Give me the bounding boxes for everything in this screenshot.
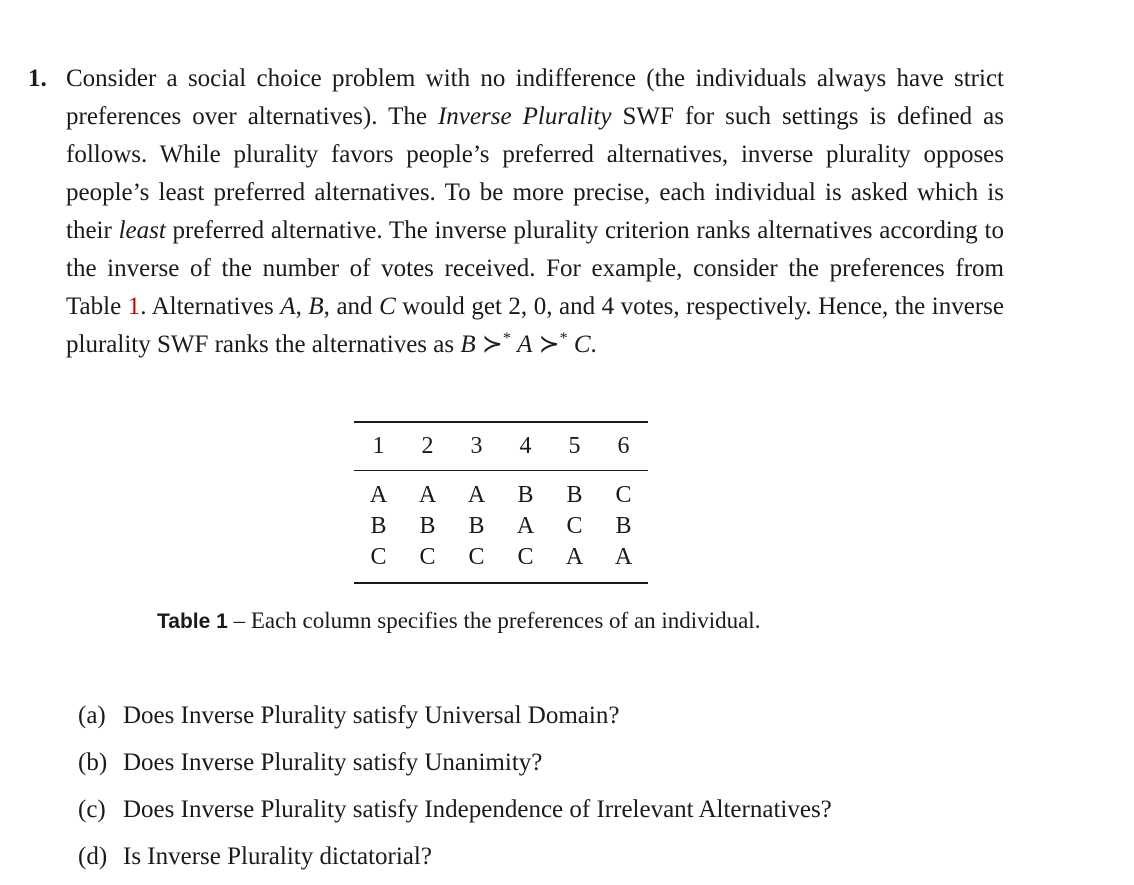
table-cell: B (468, 513, 485, 539)
table-header-row (354, 422, 648, 471)
table-row (354, 511, 648, 542)
problem-text-part-2: SWF for such settings is defined as follows. While plurality favors people’s preferred alternatives, inverse plurality opposes people’s least preferred alternatives. To be more precise, each individual is asked which is their (66, 103, 1005, 244)
preference-table (354, 421, 648, 584)
table-cell: C (370, 544, 387, 570)
question-label: (c) (78, 796, 106, 823)
question-text: Does Inverse Plurality satisfy Independence of Irrelevant Alternatives? (123, 796, 832, 823)
table-cell: B (615, 513, 632, 539)
succ-symbol: ≻ (538, 331, 560, 358)
star-symbol: * (559, 330, 568, 347)
problem-text-part-1: Consider a social choice problem with no indifference (the individuals always have strict preferences over alternatives). The (66, 65, 1004, 130)
caption-text: Each column specifies the preferences of an individual. (250, 608, 761, 633)
question-text: Does Inverse Plurality satisfy Universal Domain? (123, 702, 620, 729)
table-row (354, 542, 648, 583)
problem-text-part-5: would get 2, 0, and 4 votes, respectively. Hence, the inverse plurality SWF ranks the alternatives as (66, 293, 1005, 358)
comma: , (295, 293, 309, 320)
table-cell: C (468, 544, 485, 570)
ranking-second: A (517, 331, 533, 358)
table-cell: B (370, 513, 387, 539)
table-cell: A (467, 482, 486, 508)
question-item (78, 744, 832, 791)
period: . (590, 331, 597, 358)
table-cell: C (517, 544, 534, 570)
table-cell: B (419, 513, 436, 539)
table-reference-link[interactable]: 1 (127, 293, 141, 320)
table-cell: C (615, 482, 632, 508)
math-var-a: A (280, 293, 296, 320)
question-text: Does Inverse Plurality satisfy Unanimity? (123, 749, 543, 776)
table-row (354, 471, 648, 512)
and-text: , and (323, 293, 380, 320)
column-header: 5 (568, 433, 581, 459)
problem-text-part-3: preferred alternative. The inverse plurality criterion ranks alternatives according to the inverse of the number of votes received. For example, consider the preferences from Table (66, 217, 1004, 320)
term-inverse-plurality: Inverse Plurality (437, 103, 612, 130)
table-cell: C (566, 513, 583, 539)
question-item (78, 791, 832, 838)
table-cell: B (566, 482, 583, 508)
star-symbol: * (502, 330, 511, 347)
table-cell: A (614, 544, 633, 570)
question-item (78, 838, 832, 885)
table-cell: A (565, 544, 584, 570)
column-header: 4 (519, 433, 532, 459)
problem-text-part-4: . Alternatives (140, 293, 281, 320)
table-cell: A (369, 482, 388, 508)
table-cell: C (419, 544, 436, 570)
problem-1 (28, 60, 1008, 364)
caption-label: Table 1 (157, 610, 228, 633)
math-var-c: C (379, 293, 396, 320)
column-header: 1 (372, 433, 385, 459)
column-header: 6 (617, 433, 630, 459)
caption-dash: – (227, 608, 251, 633)
preference-table-wrapper (354, 421, 648, 584)
question-item (78, 697, 832, 744)
table-cell: B (517, 482, 534, 508)
table-cell: A (418, 482, 437, 508)
question-text: Is Inverse Plurality dictatorial? (123, 843, 432, 870)
succ-symbol: ≻ (481, 331, 503, 358)
math-var-b: B (308, 293, 324, 320)
column-header: 3 (470, 433, 483, 459)
question-list (78, 697, 832, 885)
ranking-third: C (573, 331, 591, 358)
term-least: least (118, 217, 166, 244)
problem-statement (66, 60, 1004, 364)
problem-number: 1. (28, 65, 47, 92)
table-cell: A (516, 513, 535, 539)
ranking-first: B (460, 331, 476, 358)
question-label: (d) (78, 843, 108, 870)
column-header: 2 (421, 433, 434, 459)
table-caption (157, 604, 760, 639)
question-label: (b) (78, 749, 108, 776)
question-label: (a) (78, 702, 106, 729)
